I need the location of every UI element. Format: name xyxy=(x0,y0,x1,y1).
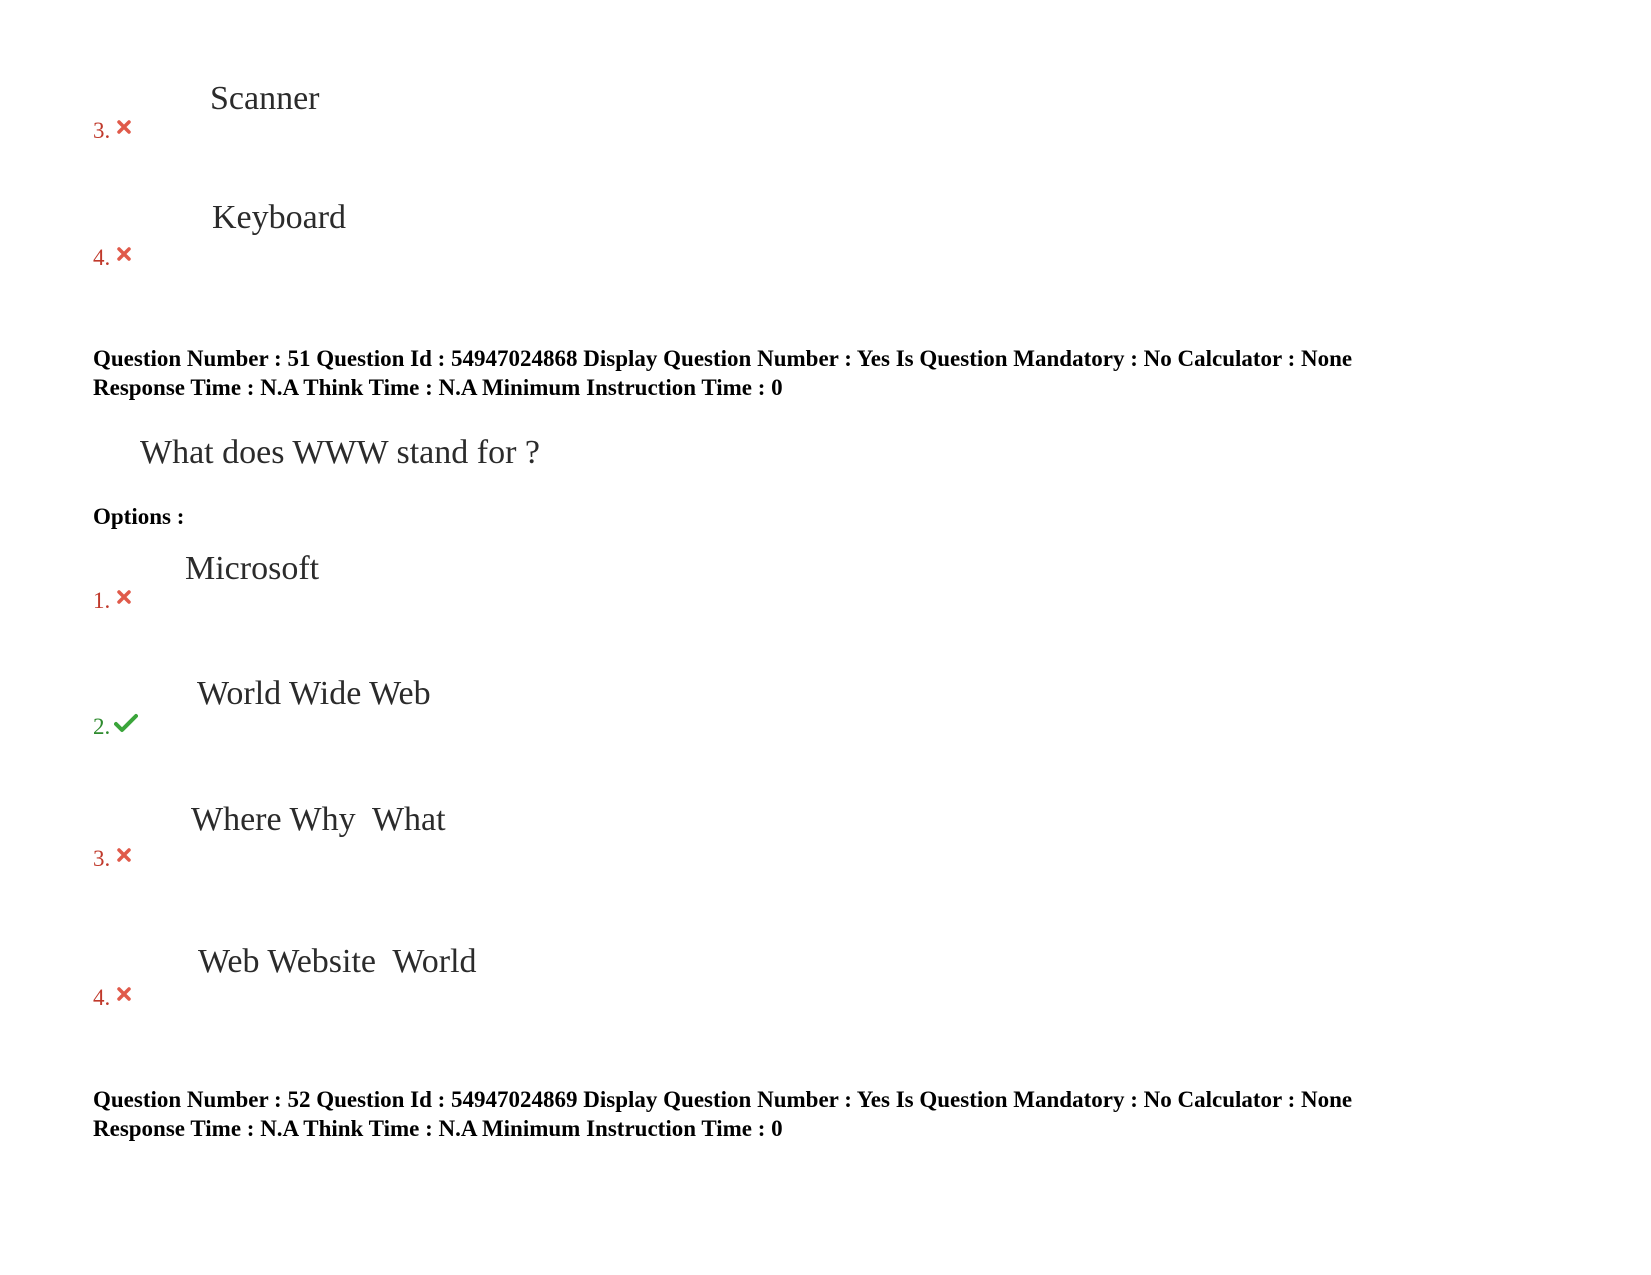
option-number: 3. xyxy=(93,118,111,143)
option-text: Microsoft xyxy=(185,550,320,587)
question-meta xyxy=(93,1085,1352,1143)
option-marker xyxy=(93,715,138,739)
question-meta-line2: Response Time : N.A Think Time : N.A Minimum Instruction Time : 0 xyxy=(93,375,783,400)
option-text: World Wide Web xyxy=(197,675,431,712)
option-marker xyxy=(93,246,132,270)
option-marker xyxy=(93,986,132,1010)
cross-icon xyxy=(116,986,132,1007)
option-marker xyxy=(93,847,132,871)
option-number: 4. xyxy=(93,245,111,270)
option-marker xyxy=(93,589,132,613)
cross-icon xyxy=(116,847,132,868)
cross-icon xyxy=(116,246,132,267)
question-meta xyxy=(93,344,1352,402)
question-meta-line1: Question Number : 51 Question Id : 54947024868 Display Question Number : Yes Is Question Mandatory : No Calculator : None xyxy=(93,346,1353,371)
option-number: 2. xyxy=(93,714,111,739)
question-meta-line1: Question Number : 52 Question Id : 54947024869 Display Question Number : Yes Is Question Mandatory : No Calculator : None xyxy=(93,1087,1353,1112)
question-meta-line2: Response Time : N.A Think Time : N.A Minimum Instruction Time : 0 xyxy=(93,1116,783,1141)
cross-icon xyxy=(116,589,132,610)
cross-icon xyxy=(116,119,132,140)
option-number: 1. xyxy=(93,588,111,613)
option-text: Scanner xyxy=(210,80,320,117)
option-number: 3. xyxy=(93,846,111,871)
question-text: What does WWW stand for ? xyxy=(140,434,540,471)
option-number: 4. xyxy=(93,985,111,1010)
option-text: Where Why What xyxy=(191,801,446,838)
options-label: Options : xyxy=(93,504,185,529)
option-text: Web Website World xyxy=(198,943,477,980)
option-marker xyxy=(93,119,132,143)
check-icon xyxy=(114,713,138,738)
option-text: Keyboard xyxy=(212,199,347,236)
